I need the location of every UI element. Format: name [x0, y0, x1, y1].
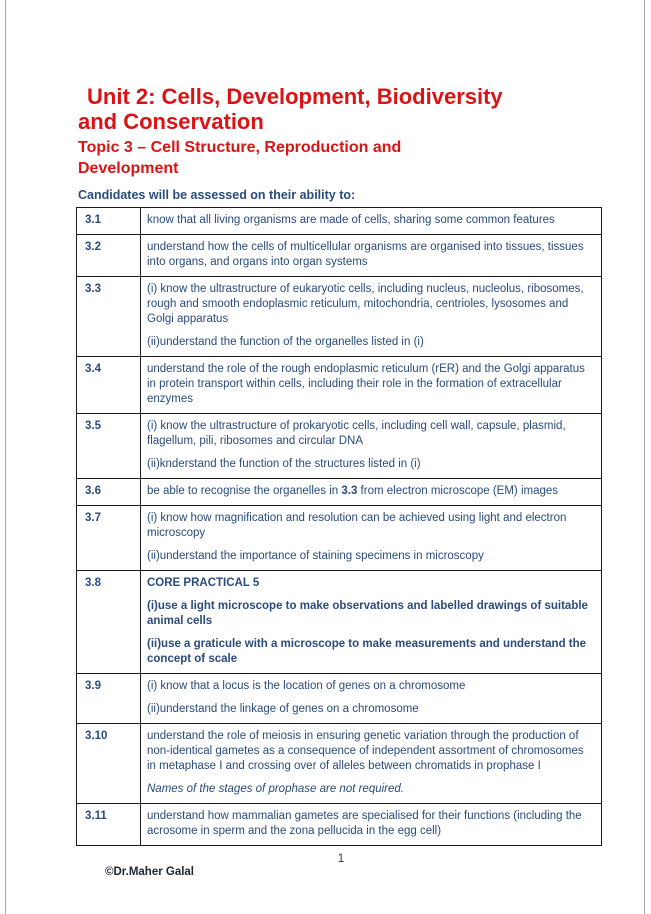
- description-paragraph: CORE PRACTICAL 5: [147, 577, 260, 589]
- row-description: [141, 357, 602, 414]
- description-paragraph: know that all living organisms are made of cells, sharing some common features: [147, 214, 555, 226]
- row-description: [141, 804, 602, 846]
- row-number: 3.4: [77, 357, 141, 414]
- topic-line-1: Topic 3 – Cell Structure, Reproduction and: [78, 139, 402, 156]
- row-description: [141, 506, 602, 571]
- description-paragraph: understand the role of meiosis in ensuring genetic variation through the production of non-identical gametes as a consequence of independent assortment of chromosomes in metaphase I and crossing over of alleles between chromatids in prophase I: [147, 730, 584, 772]
- row-description: [141, 414, 602, 479]
- title-line-2: and Conservation: [78, 109, 264, 134]
- row-description: [141, 208, 602, 235]
- table-row: [77, 674, 602, 724]
- description-paragraph: understand how mammalian gametes are specialised for their functions (including the acrosome in sperm and the zona pellucida in the egg cell): [147, 810, 582, 837]
- table-row: [77, 506, 602, 571]
- description-paragraph: (i) know the ultrastructure of prokaryotic cells, including cell wall, capsule, plasmid, flagellum, pili, ribosomes and circular DNA: [147, 420, 566, 447]
- title-line-1: Unit 2: Cells, Development, Biodiversity: [87, 84, 503, 109]
- table-row: [77, 414, 602, 479]
- table-row: [77, 235, 602, 277]
- row-description: [141, 674, 602, 724]
- description-paragraph: (i) know that a locus is the location of genes on a chromosome: [147, 680, 466, 692]
- description-paragraph: be able to recognise the organelles in 3.3 from electron microscope (EM) images: [147, 485, 559, 497]
- row-number: 3.3: [77, 277, 141, 357]
- row-description: [141, 724, 602, 804]
- row-number: 3.6: [77, 479, 141, 506]
- row-number: 3.1: [77, 208, 141, 235]
- row-number: 3.9: [77, 674, 141, 724]
- row-number: 3.10: [77, 724, 141, 804]
- row-number: 3.7: [77, 506, 141, 571]
- table-row: [77, 277, 602, 357]
- row-number: 3.11: [77, 804, 141, 846]
- spec-table-body: [77, 208, 602, 846]
- description-paragraph: (ii)understand the linkage of genes on a chromosome: [147, 703, 419, 715]
- intro-line: Candidates will be assessed on their ability to:: [78, 188, 356, 202]
- row-number: 3.2: [77, 235, 141, 277]
- page-title: [78, 84, 604, 134]
- description-paragraph: (ii)understand the importance of staining specimens in microscopy: [147, 550, 484, 562]
- row-number: 3.5: [77, 414, 141, 479]
- topic-subtitle: [78, 137, 604, 179]
- table-row: [77, 208, 602, 235]
- description-paragraph: (i) know the ultrastructure of eukaryotic cells, including nucleus, nucleolus, ribosomes, rough and smooth endoplasmic reticulum, mitochondria, centrioles, lysosomes and Golgi apparatus: [147, 283, 584, 325]
- table-row: [77, 357, 602, 414]
- row-number: 3.8: [77, 571, 141, 674]
- table-row: [77, 724, 602, 804]
- description-paragraph: understand the role of the rough endoplasmic reticulum (rER) and the Golgi apparatus in protein transport within cells, including their role in the formation of extracellular enzymes: [147, 363, 585, 405]
- description-paragraph: (ii)use a graticule with a microscope to make measurements and understand the concept of scale: [147, 638, 587, 665]
- row-description: [141, 235, 602, 277]
- topic-line-2: Development: [78, 160, 179, 177]
- table-row: [77, 804, 602, 846]
- table-row: [77, 571, 602, 674]
- page-number: 1: [337, 853, 345, 865]
- copyright: ©Dr.Maher Galal: [105, 866, 195, 878]
- spec-table: [76, 207, 602, 846]
- description-paragraph: (i) know how magnification and resolution can be achieved using light and electron microscopy: [147, 512, 567, 539]
- description-paragraph: (ii)knderstand the function of the structures listed in (i): [147, 458, 421, 470]
- row-description: [141, 277, 602, 357]
- description-paragraph: Names of the stages of prophase are not required.: [147, 783, 404, 795]
- description-paragraph: (ii)understand the function of the organelles listed in (i): [147, 336, 424, 348]
- description-paragraph: (i)use a light microscope to make observations and labelled drawings of suitable animal cells: [147, 600, 588, 627]
- description-paragraph: understand how the cells of multicellular organisms are organised into tissues, tissues into organs, and organs into organ systems: [147, 241, 584, 268]
- row-description: [141, 479, 602, 506]
- table-row: [77, 479, 602, 506]
- row-description: [141, 571, 602, 674]
